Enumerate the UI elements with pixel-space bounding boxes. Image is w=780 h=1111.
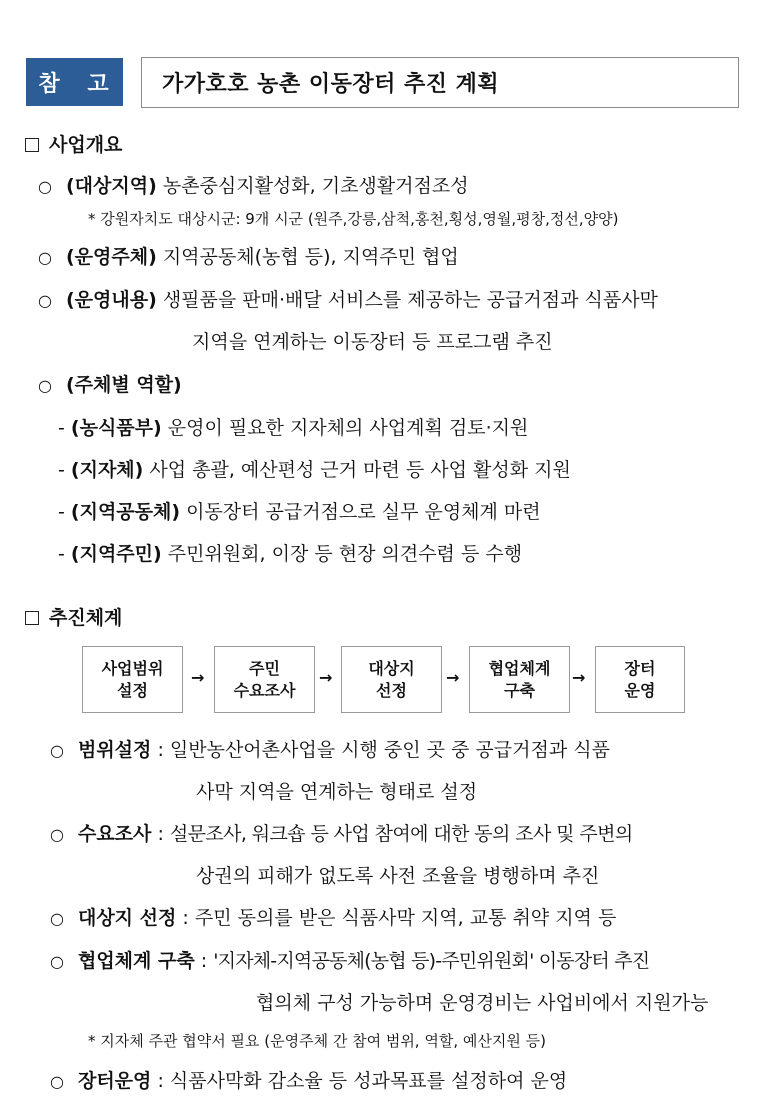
overview-roles — [38, 370, 182, 397]
flow-step-scope — [82, 646, 183, 713]
arrow-right-icon: → — [191, 668, 205, 687]
step-label: 장터운영 — [77, 1070, 152, 1092]
overview-target-region — [38, 171, 469, 198]
flow-line1: 대상지 — [368, 658, 415, 678]
arrow-right-icon: → — [572, 668, 586, 687]
circle-bullet-icon: ○ — [38, 248, 52, 267]
dash: - — [58, 417, 65, 439]
section-title: 추진체계 — [49, 607, 123, 629]
circle-bullet-icon: ○ — [50, 1072, 64, 1091]
step-label: 수요조사 — [77, 823, 152, 845]
section-system-heading — [25, 603, 122, 630]
role-label: (농식품부) — [70, 417, 162, 439]
circle-bullet-icon: ○ — [50, 825, 64, 844]
role-community — [58, 497, 541, 524]
role-text: 운영이 필요한 지자체의 사업계획 검토·지원 — [167, 417, 529, 439]
step-label: 대상지 선정 — [77, 907, 177, 929]
flow-step-collaboration — [469, 646, 570, 713]
role-text: 이동장터 공급거점으로 실무 운영체계 마련 — [186, 501, 541, 523]
flow-line1: 사업범위 — [101, 658, 164, 678]
item-label: (대상지역) — [65, 175, 157, 197]
dash: - — [58, 459, 65, 481]
section-overview-heading — [25, 130, 122, 157]
overview-content-continued: 지역을 연계하는 이동장터 등 프로그램 추진 — [192, 331, 553, 353]
step-text: 식품사막화 감소율 등 성과목표를 설정하여 운영 — [169, 1070, 568, 1092]
step-survey-continued: 상권의 피해가 없도록 사전 조율을 병행하며 추진 — [196, 865, 600, 887]
step-sep: : — [182, 907, 189, 929]
role-residents — [58, 539, 522, 566]
flow-line2: 운영 — [624, 680, 656, 700]
overview-operator — [38, 242, 459, 269]
dash: - — [58, 501, 65, 523]
role-label: (지역공동체) — [70, 501, 181, 523]
section-title: 사업개요 — [49, 134, 123, 156]
flow-line2: 수요조사 — [233, 680, 296, 700]
arrow-right-icon: → — [446, 668, 460, 687]
flow-line1: 주민 — [249, 658, 280, 678]
item-text: 지역공동체(농협 등), 지역주민 협업 — [162, 246, 459, 268]
step-collaboration-continued: 협의체 구성 가능하며 운영경비는 사업비에서 지원가능 — [256, 992, 709, 1014]
step-collaboration — [50, 946, 649, 973]
item-label: (주체별 역할) — [65, 374, 182, 396]
step-sep: : — [157, 1070, 164, 1092]
step-scope-continued: 사막 지역을 연계하는 형태로 설정 — [196, 781, 478, 803]
document-title — [141, 57, 739, 108]
item-text: 생필품을 판매·배달 서비스를 제공하는 공급거점과 식품사막 — [162, 289, 658, 311]
item-label: (운영주체) — [65, 246, 157, 268]
role-label: (지자체) — [70, 459, 144, 481]
circle-bullet-icon: ○ — [50, 952, 64, 971]
step-text: 주민 동의를 받은 식품사막 지역, 교통 취약 지역 등 — [194, 907, 617, 929]
step-sep: : — [157, 823, 164, 845]
reference-tag: 참 고 — [26, 58, 123, 106]
target-region-note: * 강원자치도 대상시군: 9개 시군 (원주,강릉,삼척,홍천,횡성,영월,평창,정선,양양) — [88, 210, 619, 228]
role-label: (지역주민) — [70, 543, 162, 565]
step-market — [50, 1066, 567, 1093]
collaboration-note: * 지자체 주관 협약서 필요 (운영주체 간 참여 범위, 역할, 예산지원 등) — [88, 1032, 546, 1050]
step-scope — [50, 735, 610, 762]
flow-line2: 설정 — [117, 680, 148, 700]
step-text: 일반농산어촌사업을 시행 중인 곳 중 공급거점과 식품 — [169, 739, 610, 761]
item-text: 농촌중심지활성화, 기초생활거점조성 — [162, 175, 469, 197]
role-ministry — [58, 413, 528, 440]
overview-content — [38, 285, 658, 312]
circle-bullet-icon: ○ — [38, 177, 52, 196]
step-label: 범위설정 — [77, 739, 152, 761]
circle-bullet-icon: ○ — [38, 291, 52, 310]
role-text: 주민위원회, 이장 등 현장 의견수렴 등 수행 — [167, 543, 523, 565]
arrow-right-icon: → — [319, 668, 333, 687]
step-sep: : — [157, 739, 164, 761]
flow-line2: 선정 — [376, 680, 407, 700]
step-text: '지자체-지역공동체(농협 등)-주민위원회' 이동장터 추진 — [213, 950, 650, 972]
circle-bullet-icon: ○ — [38, 376, 52, 395]
flow-step-survey — [214, 646, 315, 713]
dash: - — [58, 543, 65, 565]
step-text: 설문조사, 워크숍 등 사업 참여에 대한 동의 조사 및 주변의 — [169, 823, 633, 845]
flow-line2: 구축 — [504, 680, 535, 700]
flow-step-market — [595, 646, 685, 713]
role-text: 사업 총괄, 예산편성 근거 마련 등 사업 활성화 지원 — [149, 459, 571, 481]
flow-step-site — [341, 646, 442, 713]
title-text: 가가호호 농촌 이동장터 추진 계획 — [162, 72, 500, 97]
item-label: (운영내용) — [65, 289, 157, 311]
circle-bullet-icon: ○ — [50, 741, 64, 760]
step-survey — [50, 819, 633, 846]
circle-bullet-icon: ○ — [50, 909, 64, 928]
step-label: 협업체계 구축 — [77, 950, 195, 972]
square-bullet-icon — [25, 138, 39, 152]
flow-line1: 장터 — [624, 658, 656, 678]
step-site — [50, 903, 616, 930]
step-sep: : — [200, 950, 208, 972]
flow-line1: 협업체계 — [488, 658, 551, 678]
role-local-government — [58, 455, 571, 482]
square-bullet-icon — [25, 611, 39, 625]
